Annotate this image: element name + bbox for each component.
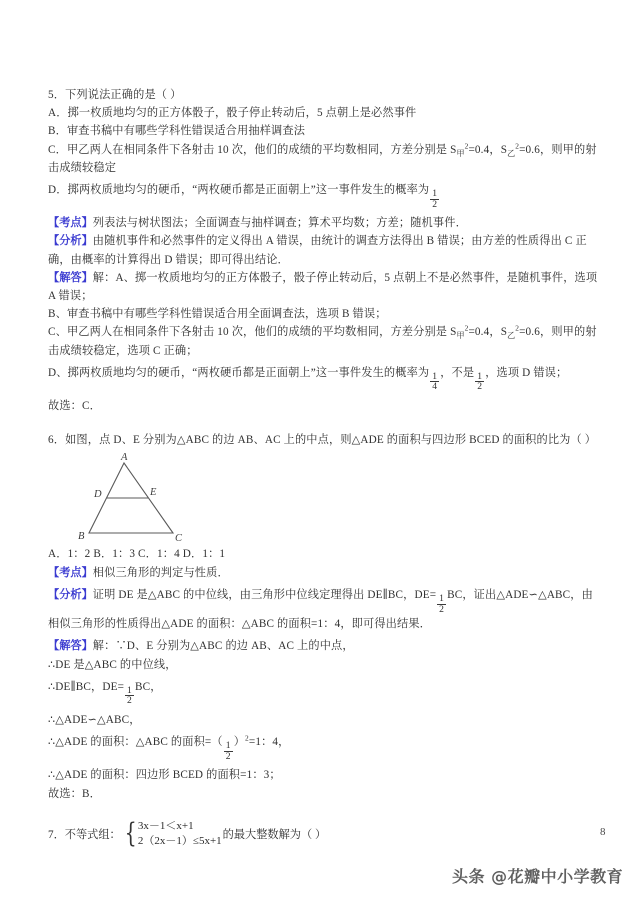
jieda-5-superscript: 2 (245, 733, 249, 743)
fraction-denominator: 2 (439, 603, 445, 615)
jieda-c-subscript-jia: 甲 (456, 331, 465, 341)
question-5-jieda-line-b: B、审查书稿中有哪些学科性错误适合用全面调查法，选项 B 错误； (48, 308, 387, 321)
option-d-text: D．掷两枚质地均匀的硬币，“两枚硬币都是正面朝上”这一事件发生的概率为 (48, 184, 430, 197)
inequality-rows (138, 819, 222, 849)
vertex-label-b: B (78, 531, 85, 543)
fenxi-content: 由随机事件和必然事件的定义得出 A 错误，由统计的调查方法得出 B 错误；由方差的性质得出 C 正确，由概率的计算得出 D 错误；即可得出结论． (48, 235, 587, 266)
fraction-denominator: 4 (432, 381, 438, 393)
question-6-kaodian (48, 564, 600, 582)
option-c-subscript-yi: 乙 (507, 148, 516, 158)
question-5-jieda-line-d (48, 364, 600, 393)
jieda-c-text-3: =0.6，则甲的射击成绩较稳定，选项 C 正确； (48, 326, 597, 357)
jieda-d-text-1: D、掷两枚质地均匀的硬币，“两枚硬币都是正面朝上”这一事件发生的概率为 (48, 366, 430, 379)
question-6-stem: 6．如图，点 D、E 分别为△ABC 的边 AB、AC 上的中点，则△ADE 的面积与四边形 BCED 的面积的比为（ ） (48, 434, 597, 447)
question-6-jieda-line-2: ∴DE 是△ABC 的中位线， (48, 658, 177, 671)
option-c-superscript-1: 2 (464, 140, 469, 150)
question-7-prefix: 7．不等式组： (48, 828, 121, 841)
page-number: 8 (600, 826, 606, 838)
kaodian-label: 【考点】 (48, 566, 93, 579)
jieda-fraction-2 (224, 741, 233, 761)
kaodian-content: 列表法与树状图法；全面调查与抽样调查；算术平均数；方差；随机事件． (92, 217, 467, 230)
question-6-jieda-line-4: ∴△ADE∽△ABC， (48, 713, 141, 726)
jieda-content-a: 解：A、掷一枚质地均匀的正方体骰子，骰子停止转动后，5 点朝上不是必然事件，是随机事件，选项 A 错误； (48, 271, 598, 303)
fraction-numerator: 1 (477, 370, 483, 382)
jieda-fraction-1 (125, 686, 134, 706)
inequality-row-2: 2（2x－1）≤5x+1 (137, 834, 222, 847)
vertex-label-a: A (121, 452, 128, 464)
question-6-jieda-line-5 (48, 733, 600, 762)
question-6-figure (48, 449, 600, 545)
question-6-fenxi (48, 586, 600, 633)
spacer (48, 803, 600, 819)
fraction-numerator: 1 (432, 370, 438, 382)
fraction-numerator: 1 (225, 740, 231, 752)
question-6-jieda-line-1 (48, 637, 600, 655)
question-5-option-d (48, 181, 600, 210)
vertex-label-c: C (175, 533, 183, 545)
vertex-label-e: E (150, 487, 157, 499)
jieda-5-text-1: ∴△ADE 的面积：△ABC 的面积=（ (48, 736, 223, 749)
jieda-c-text-1: C、甲乙两人在相同条件下各射击 10 次，他们的成绩的平均数相同，方差分别是 S (48, 326, 457, 339)
jieda-c-text-2: =0.4，S (468, 326, 508, 339)
watermark-text: 头条 @花瓣中小学教育 (452, 867, 624, 886)
question-7-stem (48, 819, 600, 849)
option-c-subscript-jia: 甲 (456, 148, 465, 158)
jieda-c-superscript-2: 2 (515, 323, 520, 333)
question-6-jieda-line-3 (48, 678, 600, 707)
question-5-fenxi (48, 232, 600, 268)
kaodian-label: 【考点】 (48, 217, 93, 230)
inequality-system (122, 819, 222, 849)
jieda-label: 【解答】 (48, 271, 93, 284)
question-5-block (48, 86, 600, 415)
fenxi-fraction (437, 594, 446, 614)
question-6-conclusion: 故选：B． (48, 787, 101, 800)
jieda-5-text-3: =1：4， (248, 736, 290, 749)
inequality-row-1: 3x－1＜x+1 (137, 819, 194, 832)
option-c-text-3: =0.6，则甲的射击成绩较稳定 (48, 143, 597, 174)
jieda-d-text-3: ，选项 D 错误； (485, 366, 568, 379)
question-5-stem: 5．下列说法正确的是（ ） (48, 89, 182, 101)
question-6-options: A．1：2 B．1：3 C．1：4 D．1：1 (48, 548, 226, 561)
question-5-option-a: A．掷一枚质地均匀的正方体骰子，骰子停止转动后，5 点朝上是必然事件 (48, 107, 417, 120)
fraction-denominator: 2 (432, 198, 438, 210)
jieda-5-text-2: ） (233, 736, 246, 749)
fraction-numerator: 1 (432, 188, 438, 200)
fraction-denominator: 2 (477, 381, 483, 393)
question-6-jieda-line-6: ∴△ADE 的面积：四边形 BCED 的面积=1：3； (48, 769, 281, 782)
fenxi-part-1: 证明 DE 是△ABC 的中位线，由三角形中位线定理得出 DE∥BC，DE= (92, 588, 437, 601)
question-5-conclusion: 故选：C． (48, 400, 101, 413)
triangle-diagram-svg (76, 449, 216, 545)
question-5-kaodian (48, 214, 600, 232)
option-d-fraction (430, 189, 439, 209)
spacer (48, 415, 600, 431)
fraction-denominator: 2 (225, 750, 231, 762)
kaodian-content: 相似三角形的判定与性质． (92, 566, 229, 579)
page-content (48, 86, 600, 849)
fenxi-label: 【分析】 (48, 588, 93, 601)
jieda-content-1: 解：∵D、E 分别为△ABC 的边 AB、AC 上的中点， (92, 640, 354, 653)
option-c-text-1: C．甲乙两人在相同条件下各射击 10 次，他们的成绩的平均数相同，方差分别是 S (48, 143, 457, 156)
question-5-jieda-line-a (48, 269, 600, 305)
jieda-d-text-2: ，不是 (440, 366, 475, 379)
question-5-jieda-line-c (48, 323, 600, 359)
question-5-option-b: B．审查书稿中有哪些学科性错误适合用抽样调查法 (48, 125, 306, 138)
fraction-numerator: 1 (439, 592, 445, 604)
jieda-label: 【解答】 (48, 640, 93, 653)
fraction-denominator: 2 (127, 695, 132, 707)
option-c-superscript-2: 2 (515, 140, 520, 150)
jieda-d-fraction-2 (475, 372, 484, 392)
question-6-block (48, 431, 600, 802)
jieda-c-superscript-1: 2 (464, 323, 469, 333)
question-5-option-c (48, 141, 600, 177)
jieda-d-fraction-1 (430, 372, 439, 392)
fenxi-part-2: BC，证出△ADE∽△ABC，由相似三角形的性质得出△ADE 的面积：△ABC 的面积=1：4，即可得出结果． (48, 588, 593, 631)
fraction-numerator: 1 (127, 684, 132, 696)
question-7-suffix: 的最大整数解为（ ） (222, 828, 327, 841)
fenxi-label: 【分析】 (48, 235, 93, 248)
option-c-text-2: =0.4，S (468, 143, 508, 156)
question-7-block (48, 819, 600, 849)
vertex-label-d: D (94, 489, 102, 501)
left-brace-icon: { (124, 818, 137, 850)
jieda-c-subscript-yi: 乙 (507, 331, 516, 341)
jieda-3-text-2: BC， (135, 680, 162, 693)
jieda-3-text-1: ∴DE∥BC，DE= (48, 680, 125, 693)
